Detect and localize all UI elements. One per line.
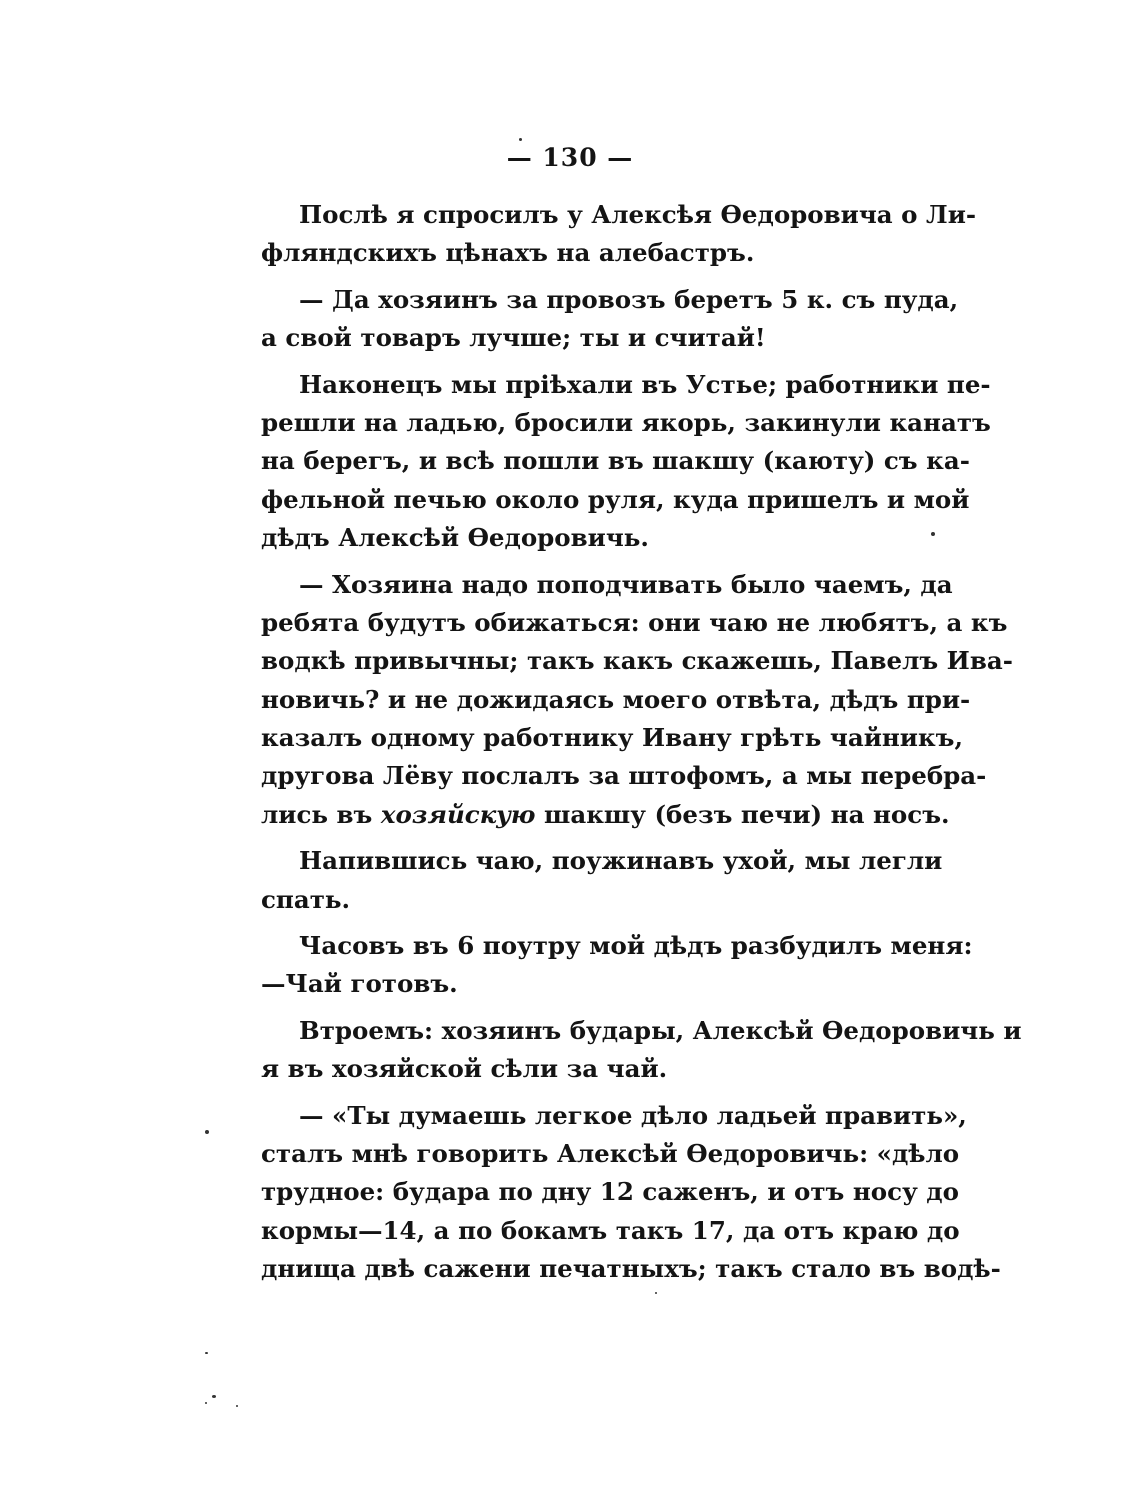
text-line: спать. (261, 884, 351, 914)
text-line: — Хозяина надо поподчивать было чаемъ, да (299, 569, 953, 599)
scan-speck (205, 1352, 208, 1354)
text-line: а свой товаръ лучше; ты и считай! (261, 323, 766, 353)
scan-speck (519, 138, 522, 141)
text-line: — «Ты думаешь легкое дѣло ладьей править», (299, 1100, 967, 1130)
text-line: дѣдъ Алексѣй Өедоровичь. (261, 523, 649, 553)
text-line: Наконецъ мы пріѣхали въ Устье; работники пе- (299, 369, 991, 399)
scan-speck (655, 1292, 657, 1294)
text-line: я въ хозяйской сѣли за чай. (261, 1054, 668, 1084)
text-line: кормы—14, а по бокамъ такъ 17, да отъ краю до (261, 1215, 960, 1245)
text-line: трудное: будара по дну 12 саженъ, и отъ носу до (261, 1177, 959, 1207)
text-line: Втроемъ: хозяинъ будары, Алексѣй Өедоровичь и (299, 1015, 1022, 1045)
scan-speck (212, 1395, 216, 1398)
text-line: Часовъ въ 6 поутру мой дѣдъ разбудилъ меня: (299, 931, 973, 961)
page-number: — 130 — (506, 143, 634, 172)
text-line: водкѣ привычны; такъ какъ скажешь, Павелъ Ива- (261, 646, 1013, 676)
text-line: другова Лёву послалъ за штофомъ, а мы перебра- (261, 761, 987, 791)
text-line: ребята будутъ обижаться: они чаю не любятъ, а къ (261, 607, 1008, 637)
text-line: — Да хозяинъ за провозъ беретъ 5 к. съ пуда, (299, 284, 959, 314)
text-line: новичь? и не дожидаясь моего отвѣта, дѣдъ при- (261, 684, 971, 714)
text-line: —Чай готовъ. (261, 969, 458, 999)
text-line-mixed (261, 796, 950, 834)
text-segment: лись въ (261, 799, 381, 829)
text-line: сталъ мнѣ говорить Алексѣй Өедоровичь: «дѣло (261, 1138, 960, 1168)
text-line: фляндскихъ цѣнахъ на алебастръ. (261, 238, 755, 268)
text-line: Послѣ я спросилъ у Алексѣя Өедоровича о Ли- (299, 200, 977, 229)
text-segment: шакшу (безъ печи) на носъ. (535, 799, 950, 829)
body-text (261, 196, 1022, 1289)
text-line: фельной печью около руля, куда пришелъ и мой (261, 484, 970, 514)
text-line: днища двѣ сажени печатныхъ; такъ стало въ водѣ- (261, 1254, 1001, 1284)
italic-word: хозяйскую (380, 799, 536, 829)
scan-speck (931, 532, 935, 536)
text-line: казалъ одному работнику Ивану грѣть чайникъ, (261, 723, 963, 753)
scan-speck (205, 1402, 207, 1404)
text-line: Напившись чаю, поужинавъ ухой, мы легли (299, 846, 943, 876)
text-line: на берегъ, и всѣ пошли въ шакшу (каюту) съ ка- (261, 446, 970, 476)
scan-speck (205, 1130, 209, 1134)
scan-speck (236, 1405, 238, 1407)
text-line: решли на ладью, бросили якорь, закинули канатъ (261, 407, 991, 437)
